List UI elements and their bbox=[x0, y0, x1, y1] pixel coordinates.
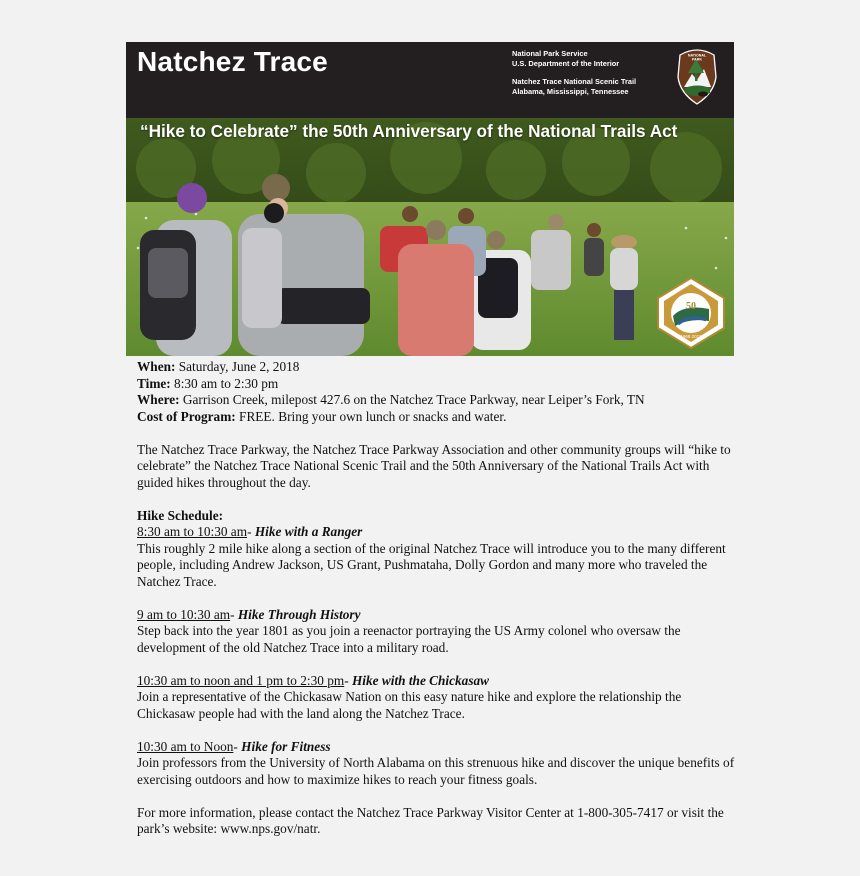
national-trails-system-badge bbox=[654, 276, 728, 350]
flyer bbox=[126, 42, 734, 876]
hike-time: 10:30 am to noon and 1 pm to 2:30 pm bbox=[137, 672, 345, 688]
header-banner bbox=[126, 42, 734, 118]
cost-line bbox=[137, 409, 737, 426]
svg-text:50: 50 bbox=[686, 301, 696, 312]
event-headline: “Hike to Celebrate” the 50th Anniversary of the National Trails Act bbox=[140, 121, 678, 141]
where-label: Where: bbox=[137, 392, 180, 407]
agency-info bbox=[512, 49, 636, 97]
hike-name: Hike for Fitness bbox=[241, 738, 331, 754]
when-label: When: bbox=[137, 359, 176, 374]
department-name: U.S. Department of the Interior bbox=[512, 59, 620, 68]
hikers-photo bbox=[126, 118, 734, 356]
hike-heading: 9 am to 10:30 am- Hike Through History bbox=[137, 606, 361, 622]
hike-name: Hike with the Chickasaw bbox=[351, 672, 490, 688]
hike-description: Join professors from the University of North Alabama on this strenuous hike and discover the unique benefits of exercising outdoors and how to maximize hikes to reach your fitness goals. bbox=[137, 755, 735, 787]
park-states: Alabama, Mississippi, Tennessee bbox=[512, 87, 629, 96]
hike-name: Hike Through History bbox=[237, 606, 361, 622]
time-line bbox=[137, 376, 737, 393]
nps-arrowhead-icon bbox=[676, 47, 718, 105]
time-label: Time: bbox=[137, 375, 171, 391]
hike-time: 8:30 am to 10:30 am bbox=[137, 524, 248, 539]
park-name: Natchez Trace National Scenic Trail bbox=[512, 77, 637, 86]
hike-description: Step back into the year 1801 as you join a reenactor portraying the US Army colonel who oversaw the development of the old Natchez Trace into a military road. bbox=[137, 623, 681, 655]
cost-label: Cost of Program: bbox=[137, 408, 236, 424]
time-value: 8:30 am to 2:30 pm bbox=[170, 375, 279, 391]
banner-title: Natchez Trace bbox=[137, 46, 328, 77]
when-line bbox=[137, 359, 737, 376]
svg-text:1968 2018: 1968 2018 bbox=[680, 334, 702, 339]
svg-text:PARK: PARK bbox=[692, 57, 702, 62]
where-value: Garrison Creek, milepost 427.6 on the Natchez Trace Parkway, near Leiper’s Fork, TN bbox=[179, 392, 645, 407]
intro-paragraph: The Natchez Trace Parkway, the Natchez Trace Parkway Association and other community groups will “hike to celebrate” the Natchez Trace National Scenic Trail and the 50th Anniversary of the National Trails Act with guided hikes throughout the day. bbox=[137, 441, 731, 490]
agency-name: National Park Service bbox=[512, 49, 588, 58]
hike-description: This roughly 2 mile hike along a section of the original Natchez Trace will introduce you to the many different people, including Andrew Jackson, US Grant, Pushmataha, Dolly Gordon and many more who traveled the Natchez Trace. bbox=[137, 540, 726, 589]
hike-description: Join a representative of the Chickasaw Nation on this easy nature hike and explore the relationship the Chickasaw people had with the land along the Natchez Trace. bbox=[137, 689, 682, 721]
hike-time: 10:30 am to Noon bbox=[137, 738, 234, 754]
schedule-heading: Hike Schedule: bbox=[137, 507, 224, 523]
hike-heading: 8:30 am to 10:30 am- Hike with a Ranger bbox=[137, 524, 363, 539]
contact-paragraph: For more information, please contact the Natchez Trace Parkway Visitor Center at 1-800-305-7417 or visit the park’s website: www.nps.gov/natr. bbox=[137, 804, 724, 836]
hike-heading: 10:30 am to Noon- Hike for Fitness bbox=[137, 738, 331, 754]
flyer-body bbox=[137, 359, 737, 838]
where-line bbox=[137, 392, 737, 409]
when-value: Saturday, June 2, 2018 bbox=[175, 359, 300, 374]
hike-name: Hike with a Ranger bbox=[254, 524, 363, 539]
cost-value: FREE. Bring your own lunch or snacks and water. bbox=[235, 408, 507, 424]
svg-text:NATIONAL: NATIONAL bbox=[687, 53, 707, 58]
hike-time: 9 am to 10:30 am bbox=[137, 606, 231, 622]
hike-heading: 10:30 am to noon and 1 pm to 2:30 pm- Hike with the Chickasaw bbox=[137, 672, 490, 688]
